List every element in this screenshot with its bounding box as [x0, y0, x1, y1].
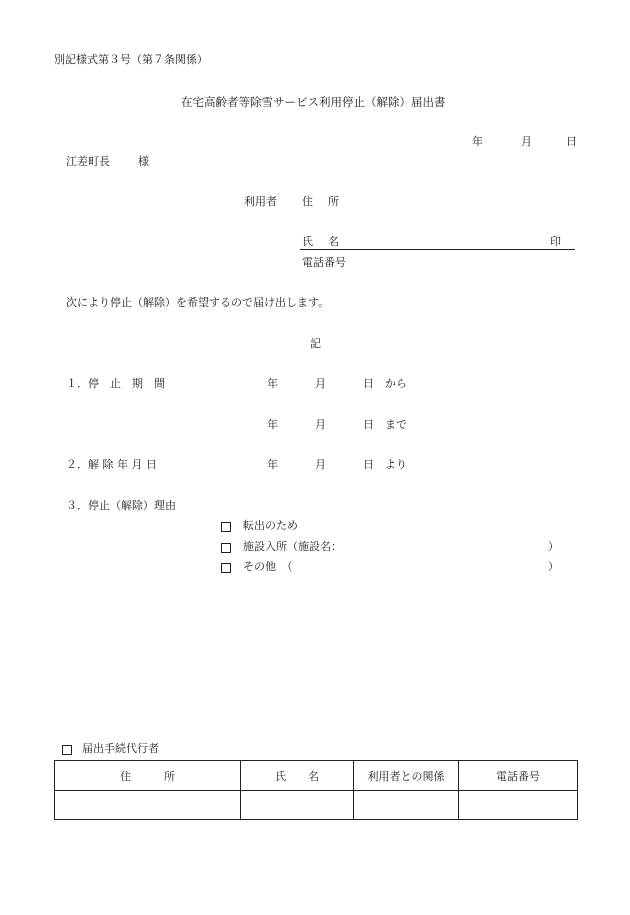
applicant-address-label: 住 所 — [302, 195, 341, 208]
reason-other-close-paren: ） — [548, 560, 559, 573]
applicant-role-label: 利用者 — [244, 195, 277, 208]
release-year: 年 — [267, 458, 278, 471]
agent-checkbox[interactable] — [62, 745, 72, 755]
addressee-name: 江差町長 — [66, 155, 110, 168]
seal-mark: 印 — [550, 235, 561, 248]
release-date-label: ２．解 除 年 月 日 — [66, 458, 157, 471]
stop-period-label: １．停 止 期 間 — [66, 377, 165, 390]
stop-from-year: 年 — [267, 377, 278, 390]
agent-col-name: 氏 名 — [241, 761, 354, 791]
agent-col-address: 住 所 — [55, 761, 241, 791]
reason-facility-close-paren: ） — [548, 540, 559, 553]
release-month: 月 — [315, 458, 326, 471]
reason-label: ３．停止（解除）理由 — [66, 499, 176, 512]
agent-address-cell[interactable] — [55, 791, 241, 820]
reason-moving-checkbox[interactable] — [221, 522, 231, 532]
stop-to-year: 年 — [267, 418, 278, 431]
release-suffix: より — [385, 458, 407, 471]
date-month: 月 — [521, 135, 532, 148]
reason-moving-label: 転出のため — [243, 519, 298, 532]
applicant-phone-label: 電話番号 — [302, 256, 346, 269]
stop-from-month: 月 — [315, 377, 326, 390]
reason-facility-checkbox[interactable] — [221, 543, 231, 553]
table-row — [55, 791, 578, 820]
agent-phone-cell[interactable] — [459, 791, 578, 820]
reason-other-checkbox[interactable] — [221, 563, 231, 573]
statement-text: 次により停止（解除）を希望するので届け出します。 — [66, 296, 330, 309]
reason-other-label: その他 （ — [243, 560, 293, 573]
stop-from-suffix: から — [385, 377, 407, 390]
applicant-name-underline[interactable] — [300, 249, 575, 250]
document-title: 在宅高齢者等除雪サービス利用停止（解除）届出書 — [181, 95, 446, 109]
agent-table-header — [55, 761, 578, 791]
reason-facility-label: 施設入所（施設名： — [243, 540, 342, 553]
release-day: 日 — [363, 458, 374, 471]
agent-relationship-cell[interactable] — [354, 791, 459, 820]
date-day: 日 — [566, 135, 577, 148]
agent-name-cell[interactable] — [241, 791, 354, 820]
date-year: 年 — [472, 135, 483, 148]
ki-heading: 記 — [310, 337, 321, 350]
agent-table — [54, 760, 578, 820]
form-number: 別記様式第３号（第７条関係） — [54, 53, 208, 66]
addressee-honorific: 様 — [138, 155, 149, 168]
stop-to-suffix: まで — [385, 418, 407, 431]
agent-col-phone: 電話番号 — [459, 761, 578, 791]
stop-to-day: 日 — [363, 418, 374, 431]
stop-to-month: 月 — [315, 418, 326, 431]
agent-col-relationship: 利用者との関係 — [354, 761, 459, 791]
stop-from-day: 日 — [363, 377, 374, 390]
agent-label: 届出手続代行者 — [82, 742, 159, 755]
applicant-name-label: 氏 名 — [302, 235, 341, 248]
